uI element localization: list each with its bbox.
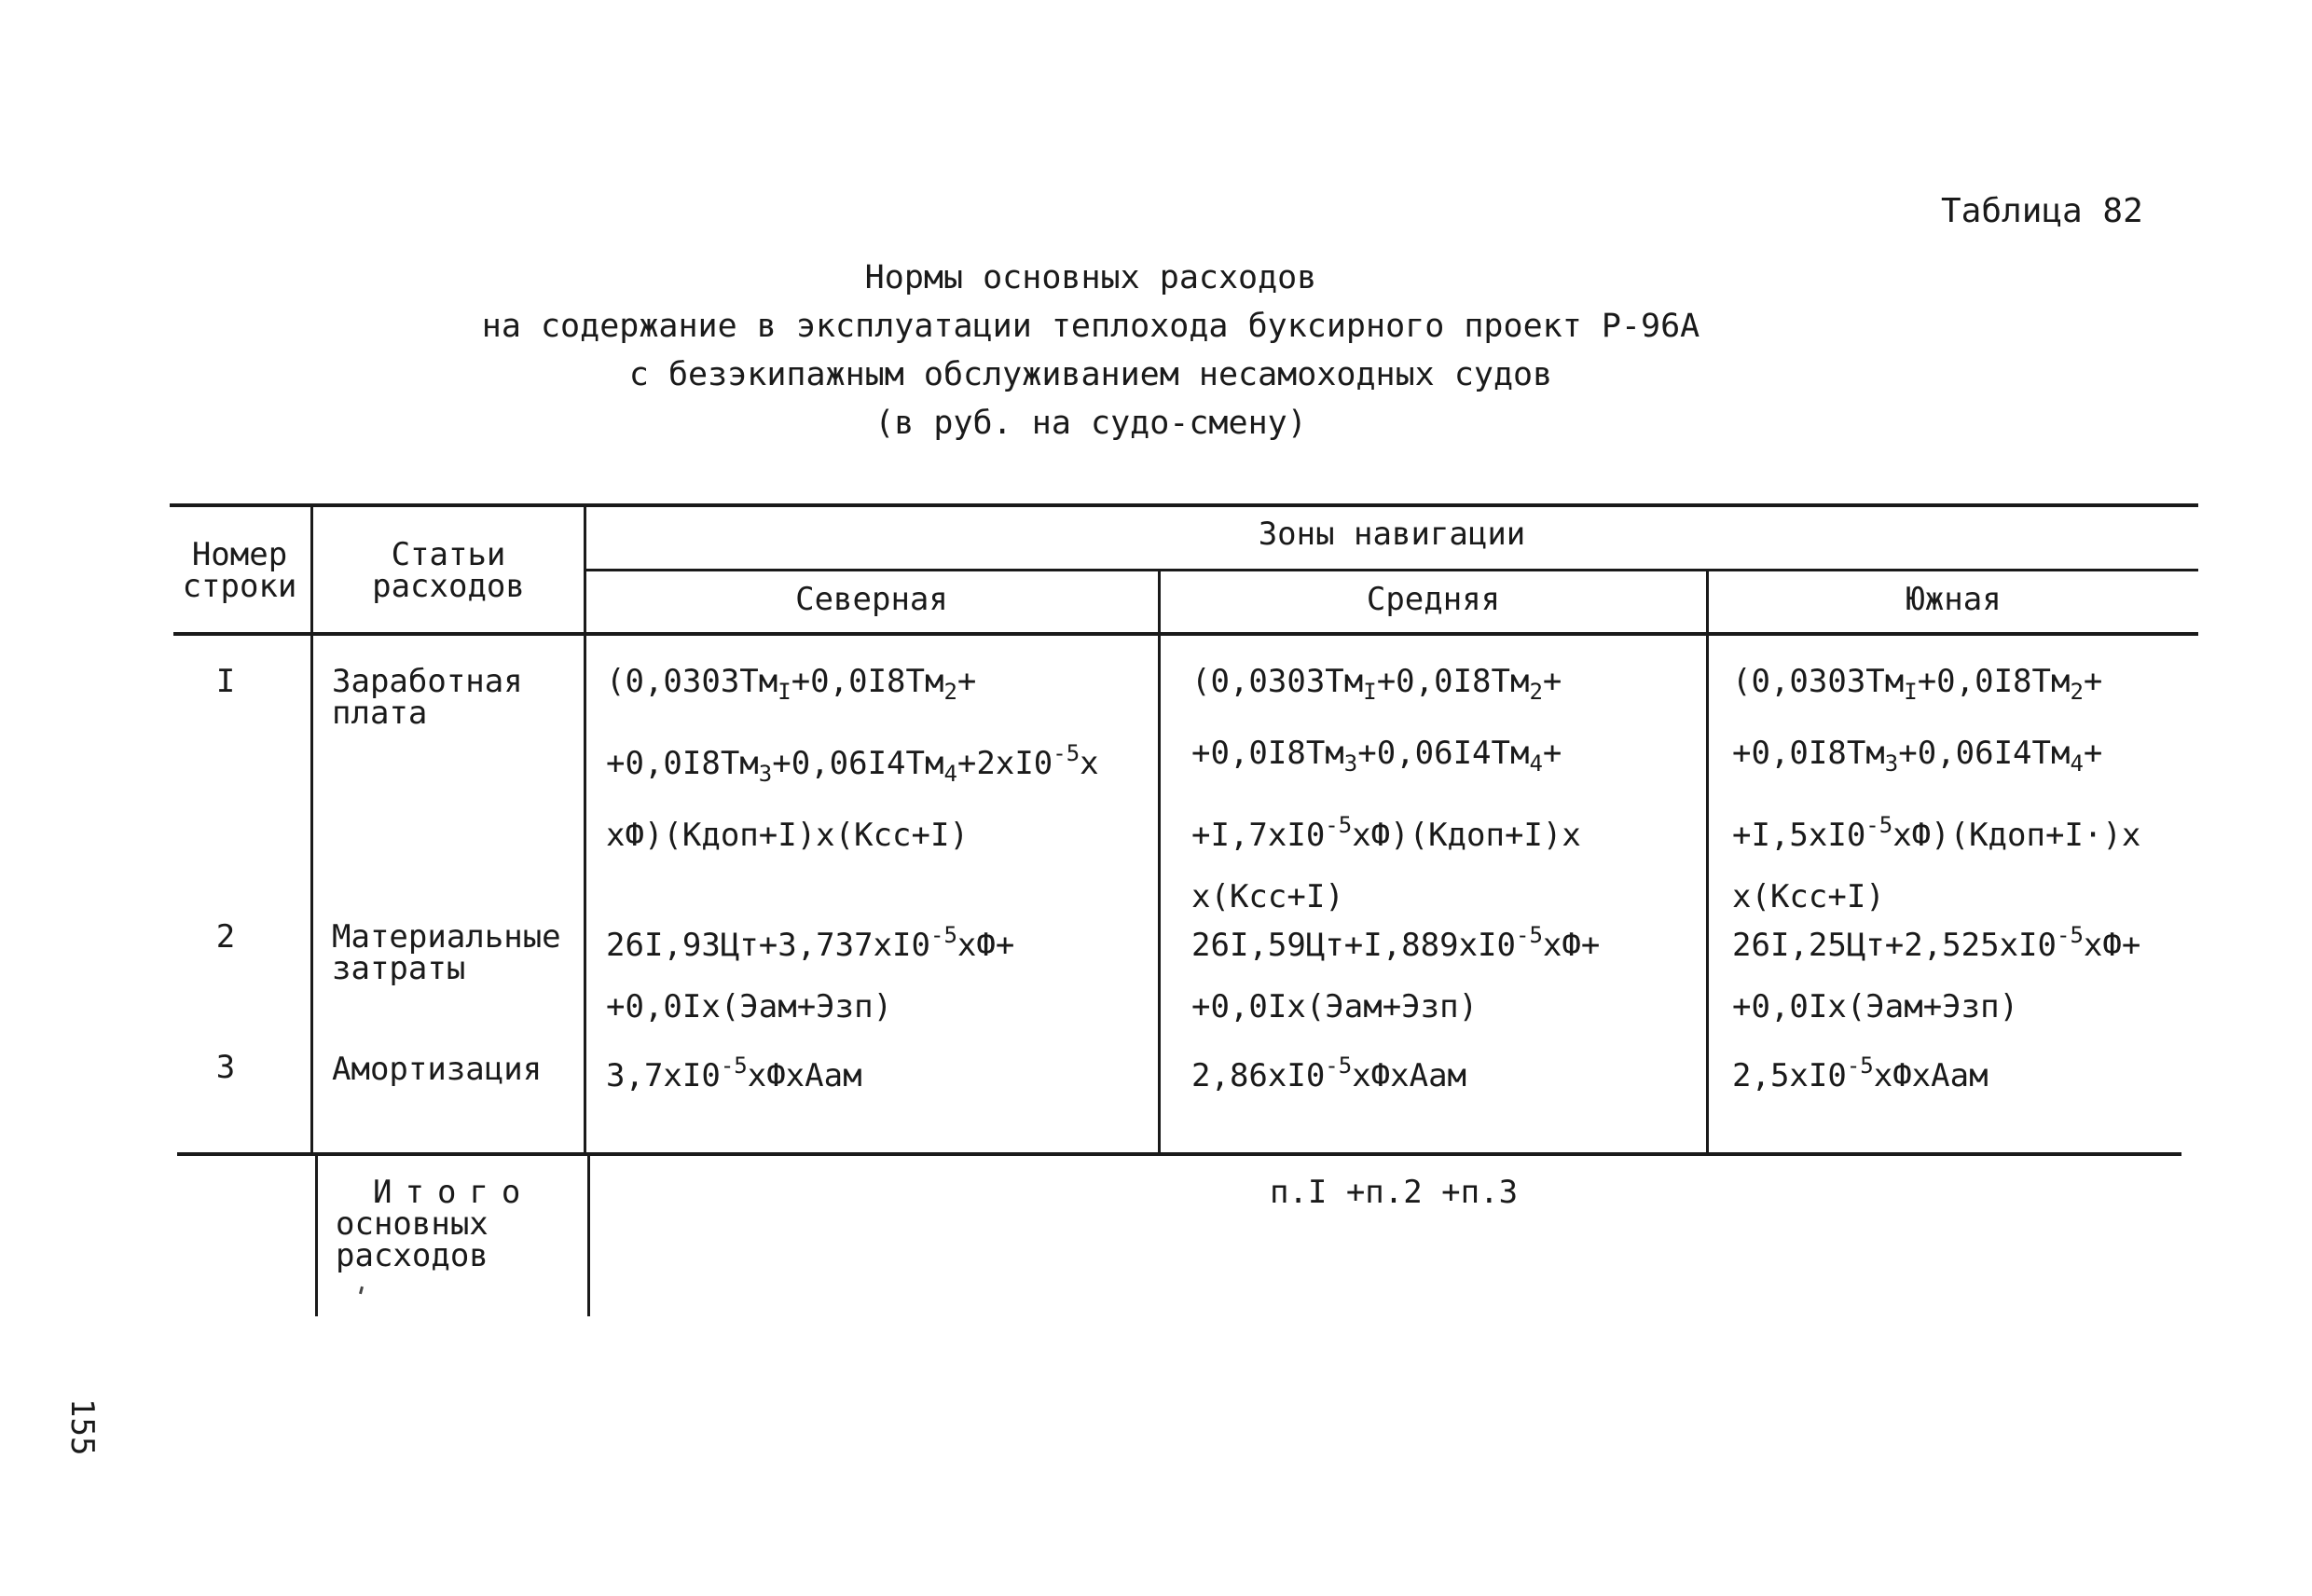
- total-formula: п.I +п.2 +п.3: [1269, 1174, 1519, 1211]
- rule-zones: [585, 569, 2198, 571]
- rule-header-bottom: [173, 632, 2198, 636]
- table-title-line-1: Нормы основных расходов: [864, 259, 1317, 296]
- row-2-number: 2: [215, 918, 236, 956]
- rule-top: [170, 503, 2198, 507]
- table-title-line-4: (в руб. на судо-смену): [874, 405, 1307, 442]
- header-zone-south: Южная: [1906, 581, 2002, 618]
- row-3-middle-formula: $2,86хI0^{-5}хФхАам$: [1191, 1053, 1467, 1094]
- total-label: Итого основных расходов: [336, 1174, 534, 1274]
- row-3-north-formula: $3,7хI0^{-5}хФхАам$: [606, 1053, 862, 1094]
- row-1-north-formula: ($0,0303Тм_I+0,0I8Тм_2+$ $+0,0I8Тм_3+0,06I4Тм_4+2хI0^{-5}х$ хФ)(Кдоп+I)х(Ксс+I): [606, 663, 1099, 854]
- table-title-line-3: с безэкипажным обслуживанием несамоходных судов: [628, 356, 1553, 393]
- row-2-south-formula: $26I,25Цт+2,525хI0^{-5}хФ+$ +0,0Iх(Эам+Эзп): [1732, 922, 2141, 1025]
- header-zone-north: Северная: [795, 581, 948, 618]
- row-1-south-formula: ($0,0303Тм_I+0,0I8Тм_2+$ $+0,0I8Тм_3+0,06I4Тм_4+$ $+I,5хI0^{-5}хФ)(Кдоп+I\cdot)х$ х(Ксс+I): [1732, 663, 2141, 915]
- header-zone-middle: Средняя: [1366, 581, 1501, 618]
- rule-col-4: [1706, 569, 1709, 1152]
- scan-mark: [359, 1286, 364, 1295]
- rule-col-3: [1158, 569, 1161, 1152]
- rule-col-1-total: [315, 1152, 318, 1316]
- row-3-item: Амортизация: [332, 1051, 543, 1088]
- table-title-line-2: на содержание в эксплуатации теплохода буксирного проект Р-96А: [481, 308, 1700, 345]
- row-3-number: 3: [215, 1049, 236, 1086]
- header-cost-items: Статьи расходов: [372, 536, 525, 605]
- row-2-north-formula: $26I,93Цт+3,737хI0^{-5}хФ+$ +0,0Iх(Эам+Эзп): [606, 922, 1015, 1025]
- table-number: Таблица 82: [1941, 192, 2143, 230]
- row-1-middle-formula: ($0,0303Тм_I+0,0I8Тм_2+$ $+0,0I8Тм_3+0,06I4Тм_4+$ $+I,7хI0^{-5}хФ)(Кдоп+I)х$ х(Ксс+I): [1191, 663, 1581, 915]
- page-number: 155: [63, 1398, 101, 1456]
- row-3-south-formula: $2,5хI0^{-5}хФхАам$: [1732, 1053, 1989, 1094]
- header-row-number: Номер строки: [182, 536, 297, 605]
- row-1-item: Заработная плата: [332, 663, 523, 732]
- row-1-number: I: [215, 663, 236, 700]
- row-2-item: Материальные затраты: [332, 918, 561, 987]
- rule-total-top: [177, 1152, 2181, 1156]
- header-navigation-zones: Зоны навигации: [1258, 516, 1526, 553]
- row-2-middle-formula: $26I,59Цт+I,889хI0^{-5}хФ+$ +0,0Iх(Эам+Эзп): [1191, 922, 1601, 1025]
